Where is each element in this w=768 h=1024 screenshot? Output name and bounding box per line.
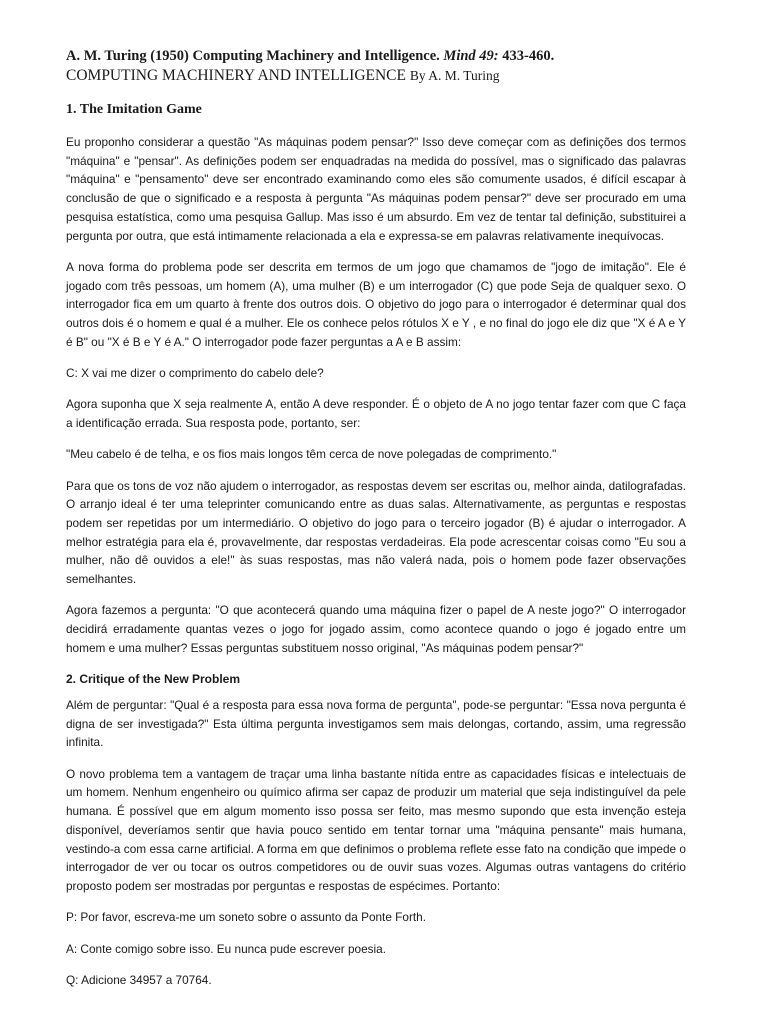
citation-pages: 433-460.	[502, 48, 555, 64]
paragraph: "Meu cabelo é de telha, e os fios mais longos têm cerca de nove polegadas de comprimento."	[66, 447, 557, 462]
citation-line	[66, 46, 686, 66]
paragraph: A nova forma do problema pode ser descrita em termos de um jogo que chamamos de "jogo de imitação". Ele é jogado com três pessoas, um homem (A), uma mulher (B) e um interrogador (C) que pode Seja de qualquer sexo. O interrogador fica em um quarto à frente dos outros dois. O objetivo do jogo para o interrogador é determinar qual dos outros dois é o homem e qual é a mulher. Ele os conhece pelos rótulos X e Y , e no final do jogo ele diz que "X é A e Y é B" ou "X é B e Y é A." O interrogador pode fazer perguntas a A e B assim:	[66, 259, 686, 349]
section-heading-imitation-game: 1. The Imitation Game	[66, 102, 202, 117]
citation-prefix: A. M. Turing (1950) Computing Machinery and Intelligence.	[66, 48, 440, 64]
section-imitation-game	[66, 133, 686, 657]
section-heading-critique: 2. Critique of the New Problem	[66, 672, 241, 687]
citation-journal: Mind 49:	[443, 48, 499, 64]
paragraph: A: Conte comigo sobre isso. Eu nunca pude escrever poesia.	[66, 941, 387, 956]
paragraph: Eu proponho considerar a questão "As máquinas podem pensar?" Isso deve começar com as definições dos termos "máquina" e "pensar". As definições podem ser enquadradas na medida do possível, mas o significado das palavras "máquina" e "pensamento" deve ser encontrado examinando como eles são comumente usados, é difícil escapar à conclusão de que o significado e a resposta à pergunta "As máquinas podem pensar?" deve ser procurado em uma pesquisa estatística, como uma pesquisa Gallup. Mas isso é um absurdo. Em vez de tentar tal definição, substituirei a pergunta por outra, que está intimamente relacionada a ela e expressa-se em palavras relativamente inequívocas.	[66, 135, 686, 243]
paragraph: P: Por favor, escreva-me um soneto sobre o assunto da Ponte Forth.	[66, 910, 426, 925]
document-title	[66, 66, 686, 86]
paragraph: O novo problema tem a vantagem de traçar uma linha bastante nítida entre as capacidades físicas e intelectuais de um homem. Nenhum engenheiro ou químico afirma ser capaz de produzir um material que seja indistinguível da pele humana. É possível que em algum momento isso possa ser feito, mas mesmo supondo que esta invenção esteja disponível, deveríamos sentir que havia pouco sentido em tentar tornar uma "máquina pensante" mais humana, vestindo-a com essa carne artificial. A forma em que definimos o problema reflete esse fato na condição que impede o interrogador de ver ou tocar os outros competidores ou de ouvir suas vozes. Algumas outras vantagens do critério proposto podem ser mostradas por perguntas e respostas de espécimes. Portanto:	[66, 766, 686, 893]
paragraph: Agora suponha que X seja realmente A, então A deve responder. É o objeto de A no jogo tentar fazer com que C faça a identificação errada. Sua resposta pode, portanto, ser:	[66, 397, 686, 430]
paragraph: Para que os tons de voz não ajudem o interrogador, as respostas devem ser escritas ou, melhor ainda, datilografadas. O arranjo ideal é ter uma teleprinter comunicando entre as duas salas. Alternativamente, as perguntas e respostas podem ser repetidas por um intermediário. O objetivo do jogo para o terceiro jogador (B) é ajudar o interrogador. A melhor estratégia para ela é, provavelmente, dar respostas verdadeiras. Ela pode acrescentar coisas como "Eu sou a mulher, não dê ouvidos a ele!" às suas respostas, mas não valerá nada, pois o homem pode fazer observações semelhantes.	[66, 478, 686, 587]
title-byline: By A. M. Turing	[409, 68, 500, 83]
document-page	[66, 46, 686, 1002]
paragraph: Q: Adicione 34957 a 70764.	[66, 972, 212, 987]
paragraph: Além de perguntar: "Qual é a resposta para essa nova forma de pergunta", pode-se perguntar: "Essa nova pergunta é digna de ser investigada?" Esta última pergunta investigamos sem mais delongas, cortando, assim, uma regressão infinita.	[66, 698, 686, 750]
section-critique	[66, 696, 686, 990]
paragraph: Agora fazemos a pergunta: "O que acontecerá quando uma máquina fizer o papel de A neste jogo?" O interrogador decidirá erradamente quantas vezes o jogo for jogado assim, como acontece quando o jogo é jogado entre um homem e uma mulher? Essas perguntas substituem nosso original, "As máquinas podem pensar?"	[66, 603, 686, 655]
title-main: COMPUTING MACHINERY AND INTELLIGENCE	[66, 67, 406, 84]
paragraph: C: X vai me dizer o comprimento do cabelo dele?	[66, 365, 324, 380]
